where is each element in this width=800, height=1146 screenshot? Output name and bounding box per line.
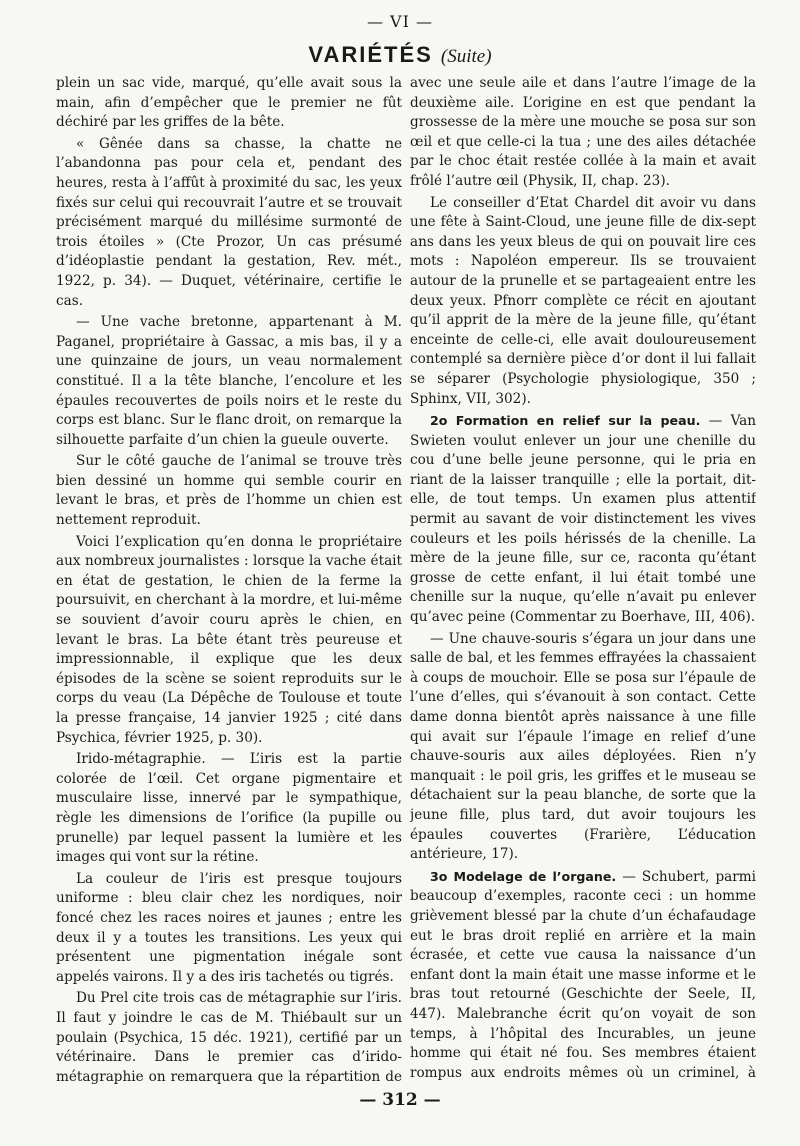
paragraph <box>410 867 756 1084</box>
paragraph: Du Prel cite trois cas de métagraphie sur l’iris. Il faut y joindre le cas de M. Thiébault sur un poulain (Psychica, 15 déc. 1921), certifié par un vétérinaire. Dans le premier cas d’irido-métagraphie on remarquera que la répartition de <box>56 990 402 1084</box>
paragraph: — Une chauve-souris s’égara un jour dans une salle de bal, et les femmes effrayées la chassaient à coups de mouchoir. Elle se posa sur l’épaule de l’une d’elles, qui s’évanouit à son contact. Cette dame donna bientôt après naissance à une fille qui avait sur l’épaule l’image en relief d’une chauve-souris aux ailes déployées. Rien n’y manquait : le poil gris, les griffes et le museau se détachaient sur la peau blanche, de sorte que la jeune fille, plus tard, dut avoir toujours les épaules couvertes (Frarière, L’éducation antérieure, 17). <box>410 630 756 863</box>
title-suite: (Suite) <box>440 46 492 67</box>
paragraph: « Gênée dans sa chasse, la chatte ne l’abandonna pas pour cela et, pendant des heures, resta à l’affût à proximité du sac, les yeux fixés sur celui qui recouvrait l’autre et se trouvait précisément marqué du millésime surmonté de trois étoiles » (Cte Prozor, Un cas présumé d’idéoplastie pendant la gestation, Rev. mét., 1922, p. 34). — Duquet, vétérinaire, certifie le cas. <box>56 135 402 309</box>
page-number: — 312 — <box>359 1090 441 1110</box>
left-column <box>56 74 402 1084</box>
paragraph: Voici l’explication qu’en donna le propriétaire aux nombreux journalistes : lorsque la vache était en état de gestation, le chien de la ferme la poursuivit, en cherchant à la mordre, et lui-même se souvient d’avoir couru après le chien, en levant le bras. La bête étant très peureuse et impressionnable, il explique que les deux épisodes de la scène se soient reproduits sur le corps du veau (La Dépêche de Toulouse et toute la presse française, 14 janvier 1925 ; cité dans Psychica, février 1925, p. 30). <box>56 533 402 746</box>
paragraph <box>410 411 756 628</box>
paragraph: Irido-métagraphie. — L’iris est la partie colorée de l’œil. Cet organe pigmentaire et musculaire lisse, innervé par le sympathique, règle les dimensions de l’orifice (la pupille ou prunelle) par lequel passent la lumière et les images qui vont sur la rétine. <box>56 751 402 866</box>
running-header: — VI — <box>366 12 434 31</box>
rubric-heading: 3o Modelage de l’organe. <box>430 868 617 884</box>
paragraph: — Une vache bretonne, appartenant à M. Paganel, propriétaire à Gassac, a mis bas, il y a une quinzaine de jours, un veau normalement constitué. Il a la tête blanche, l’encolure et les épaules recouvertes de poils noirs et le reste du corps est blanc. Sur le flanc droit, on remarque la silhouette parfaite d’un chien la gueule ouverte. <box>56 314 402 448</box>
paragraph: Le conseiller d’Etat Chardel dit avoir vu dans une fête à Saint-Cloud, une jeune fille de dix-sept ans dans les yeux bleus de qui on pouvait lire ces mots : Napoléon empereur. Ils se trouvaient autour de la prunelle et se partageaient entre les deux yeux. Pfnorr complète ce récit en ajoutant qu’il apprit de la mère de la jeune fille, qu’étant enceinte de celle-ci, elle avait douloureusement contemplé sa dernière pièce d’or dont il lui fallait se séparer (Psychologie physiologique, 350 ; Sphinx, VII, 302). <box>410 194 756 407</box>
paragraph: avec une seule aile et dans l’autre l’image de la deuxième aile. L’origine en est que pendant la grossesse de la mère une mouche se posa sur son œil et que celle-ci la tua ; une des ailes détachée par le choc était restée collée à la main et avait frôlé l’autre œil (Physik, II, chap. 23). <box>410 75 756 189</box>
paragraph: Sur le côté gauche de l’animal se trouve très bien dessiné un homme qui semble courir en levant le bras, et près de l’homme un chien est nettement reproduit. <box>56 453 402 529</box>
right-column <box>410 74 756 1084</box>
paragraph-text: — Schubert, parmi beaucoup d’exemples, raconte ceci : un homme grièvement blessé par la chute d’un échafaudage eut le bras droit replié en arrière et la main écrasée, et cette vue causa la naissance d’un enfant dont la main était une masse informe et le bras tout retourné (Geschichte der Seele, II, 447). Malebranche écrit qu’on voyait de son temps, à l’hôpital des Incurables, un jeune homme qui était né fou. Ses membres étaient rompus aux endroits mêmes où un criminel, à <box>410 868 756 1081</box>
title-text: VARIÉTÉS <box>308 42 433 67</box>
section-title <box>0 42 800 68</box>
paragraph: La couleur de l’iris est presque toujours uniforme : bleu clair chez les nordiques, noir foncé chez les races noires et jaunes ; entre les deux il y a toutes les transitions. Les yeux qui présentent une pigmentation inégale sont appelés vairons. Il y a des iris tachetés ou tigrés. <box>56 870 402 985</box>
paragraph-text: — Van Swieten voulut enlever un jour une chenille du cou d’une belle jeune personne, qui le pria en riant de la laisser tranquille ; elle la portait, dit-elle, de tout temps. Un examen plus attentif permit au savant de voir distinctement les vives couleurs et les poils hérissés de la chenille. La mère de la jeune fille, sur ce, raconta qu’étant grosse de cette enfant, il lui était tombé une chenille sur la nuque, qu’elle n’avait pu enlever qu’avec peine (Commentar zu Boerhave, III, 406). <box>410 413 756 626</box>
paragraph: plein un sac vide, marqué, qu’elle avait sous la main, afin d’empêcher que le premier ne fût déchiré par les griffes de la bête. <box>56 75 402 131</box>
rubric-heading: 2o Formation en relief sur la peau. <box>430 413 701 429</box>
